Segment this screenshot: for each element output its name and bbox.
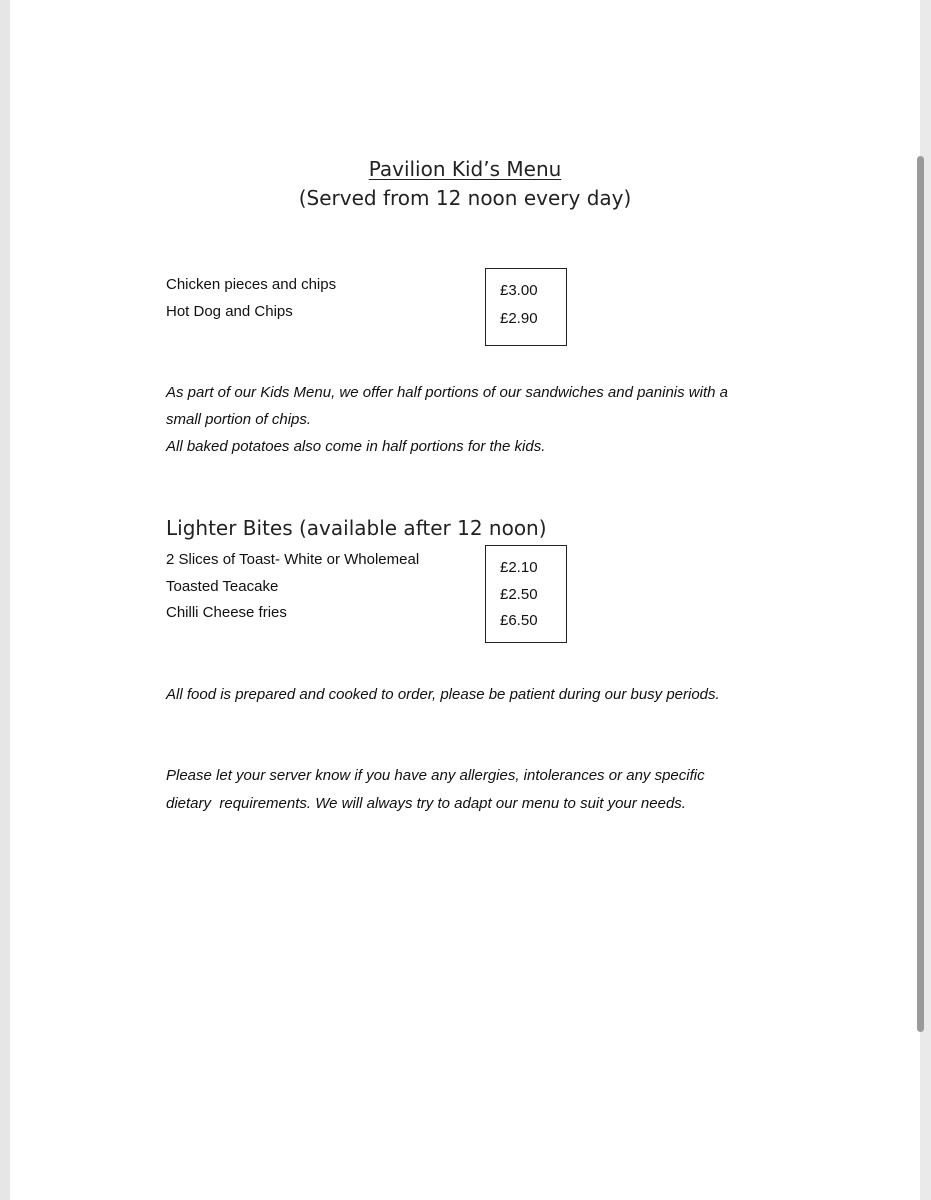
lighter-bites-price-box	[485, 545, 567, 643]
menu-item-price: £2.10	[500, 559, 538, 576]
lighter-bites-heading: Lighter Bites (available after 12 noon)	[166, 516, 547, 540]
menu-item-price: £2.90	[500, 310, 538, 327]
allergy-note-line: dietary requirements. We will always try to adapt our menu to suit your needs.	[166, 795, 686, 812]
menu-item-name: Toasted Teacake	[166, 578, 279, 595]
kids-note-line: All baked potatoes also come in half portions for the kids.	[166, 438, 546, 455]
menu-item-name: 2 Slices of Toast- White or Wholemeal	[166, 551, 420, 568]
prepared-note: All food is prepared and cooked to order, please be patient during our busy periods.	[166, 686, 720, 703]
menu-title	[0, 157, 930, 181]
scrollbar-thumb[interactable]	[917, 156, 924, 1032]
menu-subtitle: (Served from 12 noon every day)	[298, 186, 632, 210]
menu-item-name: Hot Dog and Chips	[166, 303, 293, 320]
kids-price-box	[485, 268, 567, 346]
menu-item-price: £6.50	[500, 612, 538, 629]
kids-note-line: small portion of chips.	[166, 411, 312, 428]
menu-item-price: £3.00	[500, 282, 538, 299]
menu-item-name: Chicken pieces and chips	[166, 276, 337, 293]
menu-item-price: £2.50	[500, 586, 538, 603]
menu-item-name: Chilli Cheese fries	[166, 604, 287, 621]
kids-note-line: As part of our Kids Menu, we offer half portions of our sandwiches and paninis with a	[166, 384, 728, 401]
menu-title-text: Pavilion Kid’s Menu	[368, 157, 562, 181]
allergy-note-line: Please let your server know if you have any allergies, intolerances or any specific	[166, 767, 705, 784]
